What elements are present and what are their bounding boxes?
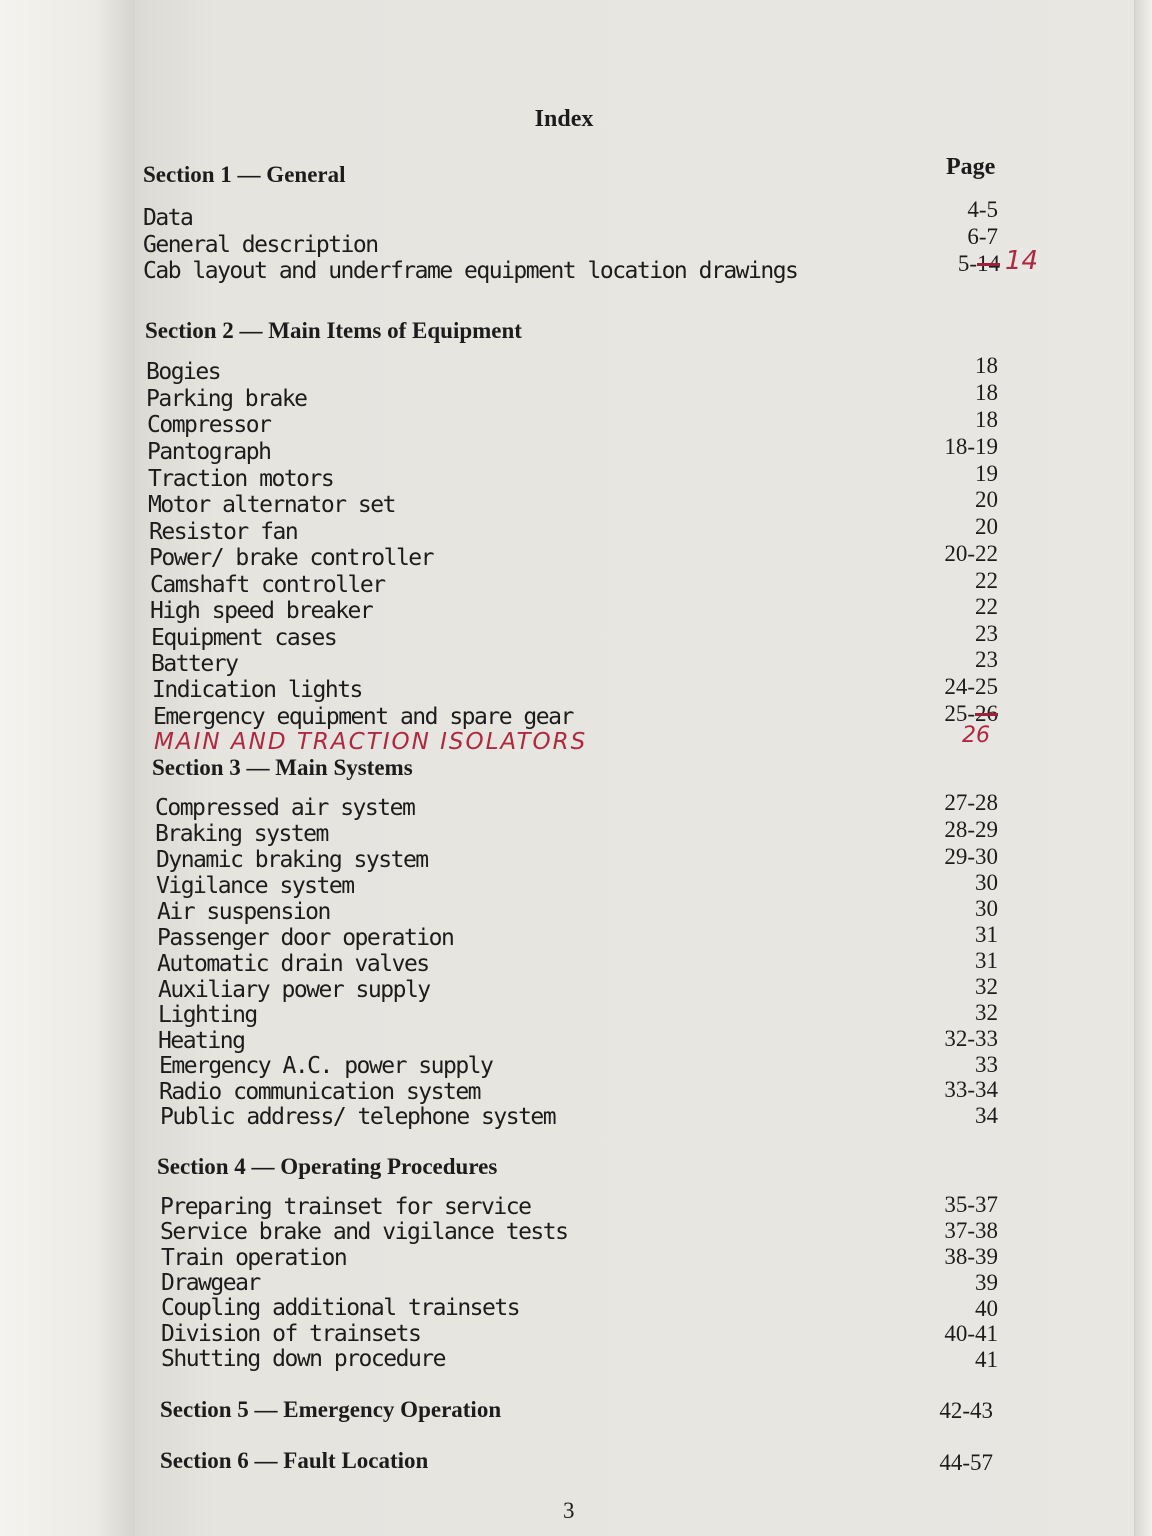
struck-page-number: 14: [977, 251, 1000, 276]
entry-page: 22: [975, 568, 998, 593]
entry-label: Power/ brake controller: [149, 545, 433, 571]
entry-label: General description: [143, 232, 378, 258]
entry-label: Motor alternator set: [148, 492, 395, 518]
entry-page: 40-41: [944, 1321, 998, 1346]
entry-page: 27-28: [944, 790, 998, 815]
entry-page: 34: [975, 1103, 998, 1128]
entry-page: 18: [975, 353, 998, 378]
entry-label: Camshaft controller: [150, 572, 385, 598]
left-page-binding: [0, 0, 136, 1536]
entry-label: Auxiliary power supply: [158, 977, 430, 1003]
entry-page: 40: [975, 1296, 998, 1321]
page-prefix: 25-: [944, 701, 975, 726]
entry-page: 23: [975, 647, 998, 672]
entry-label: Drawgear: [161, 1270, 260, 1296]
entry-page: 6-7: [967, 224, 998, 249]
section-3-heading: Section 3 — Main Systems: [152, 755, 413, 780]
section-4-heading: Section 4 — Operating Procedures: [157, 1154, 498, 1179]
entry-label: Train operation: [161, 1245, 347, 1271]
entry-page: 32: [975, 974, 998, 999]
entry-page: 33-34: [944, 1077, 998, 1102]
page-title-text: Index: [534, 106, 594, 132]
entry-label: Equipment cases: [151, 625, 337, 651]
entry-page: 28-29: [944, 817, 998, 842]
entry-page: 18: [975, 407, 998, 432]
entry-page: 22: [975, 594, 998, 619]
handwritten-added-page: 26: [962, 723, 990, 748]
entry-label: Bogies: [146, 359, 221, 385]
entry-label: Service brake and vigilance tests: [160, 1219, 568, 1245]
entry-label: Battery: [151, 651, 238, 677]
entry-page: 33: [975, 1052, 998, 1077]
page-prefix: 5-: [957, 251, 977, 276]
entry-label: Compressor: [147, 412, 271, 438]
entry-label: Radio communication system: [159, 1079, 481, 1105]
entry-page: 31: [975, 948, 998, 973]
entry-label: Pantograph: [147, 439, 271, 465]
handwritten-page-correction: 14: [1005, 246, 1039, 276]
entry-page: 38-39: [944, 1244, 998, 1269]
section-5-page: 42-43: [939, 1398, 993, 1423]
entry-page: 37-38: [944, 1218, 998, 1243]
entry-label: Vigilance system: [156, 873, 354, 899]
entry-label: Coupling additional trainsets: [161, 1295, 520, 1321]
entry-page: 19: [975, 461, 998, 486]
entry-page: 29-30: [944, 844, 998, 869]
section-5-heading: Section 5 — Emergency Operation: [160, 1397, 502, 1422]
entry-label: Braking system: [155, 821, 328, 847]
entry-page: 20-22: [944, 541, 998, 566]
section-6-page: 44-57: [939, 1450, 993, 1475]
section-2-heading: Section 2 — Main Items of Equipment: [145, 318, 522, 343]
section-6-heading: Section 6 — Fault Location: [160, 1448, 429, 1473]
entry-page: 35-37: [944, 1192, 998, 1217]
entry-label: Shutting down procedure: [161, 1346, 445, 1372]
entry-page: 20: [975, 487, 998, 512]
entry-label: Resistor fan: [149, 519, 298, 545]
entry-label: Division of trainsets: [161, 1321, 421, 1347]
entry-label: Traction motors: [148, 466, 334, 492]
entry-label: Indication lights: [152, 677, 362, 703]
entry-label: High speed breaker: [150, 598, 373, 624]
entry-label: Preparing trainset for service: [160, 1194, 531, 1220]
entry-label: Public address/ telephone system: [160, 1104, 556, 1130]
page-number: 3: [563, 1498, 575, 1523]
entry-page: 39: [975, 1270, 998, 1295]
struck-page-number: 26: [975, 701, 998, 726]
entry-page: 41: [975, 1347, 998, 1372]
entry-label: Lighting: [158, 1002, 257, 1028]
entry-label: Compressed air system: [155, 795, 415, 821]
entry-page: 30: [975, 870, 998, 895]
entry-page: 32-33: [944, 1026, 998, 1051]
page-column-header: Page: [946, 154, 996, 180]
entry-page: 31: [975, 922, 998, 947]
entry-label: Passenger door operation: [157, 925, 454, 951]
entry-label: Air suspension: [157, 899, 330, 925]
entry-label: Emergency equipment and spare gear: [153, 704, 573, 730]
handwritten-added-entry: MAIN AND TRACTION ISOLATORS: [154, 729, 588, 755]
entry-label: Dynamic braking system: [156, 847, 428, 873]
entry-page-corrected: [958, 251, 1000, 277]
entry-label: Data: [143, 205, 193, 231]
entry-page: 23: [975, 621, 998, 646]
section-1-heading: Section 1 — General: [143, 162, 346, 187]
entry-page: 18: [975, 380, 998, 405]
right-page-edge: [1134, 0, 1152, 1536]
entry-page: 20: [975, 514, 998, 539]
entry-page: 18-19: [944, 434, 998, 459]
entry-label: Cab layout and underframe equipment location drawings: [143, 258, 798, 284]
page-title: [0, 106, 1152, 133]
entry-page: 4-5: [967, 197, 998, 222]
entry-label: Heating: [158, 1028, 245, 1054]
entry-page: 30: [975, 896, 998, 921]
entry-page: 24-25: [944, 674, 998, 699]
entry-label: Parking brake: [146, 386, 307, 412]
entry-label: Automatic drain valves: [157, 951, 429, 977]
entry-label: Emergency A.C. power supply: [159, 1053, 493, 1079]
entry-page: 32: [975, 1000, 998, 1025]
